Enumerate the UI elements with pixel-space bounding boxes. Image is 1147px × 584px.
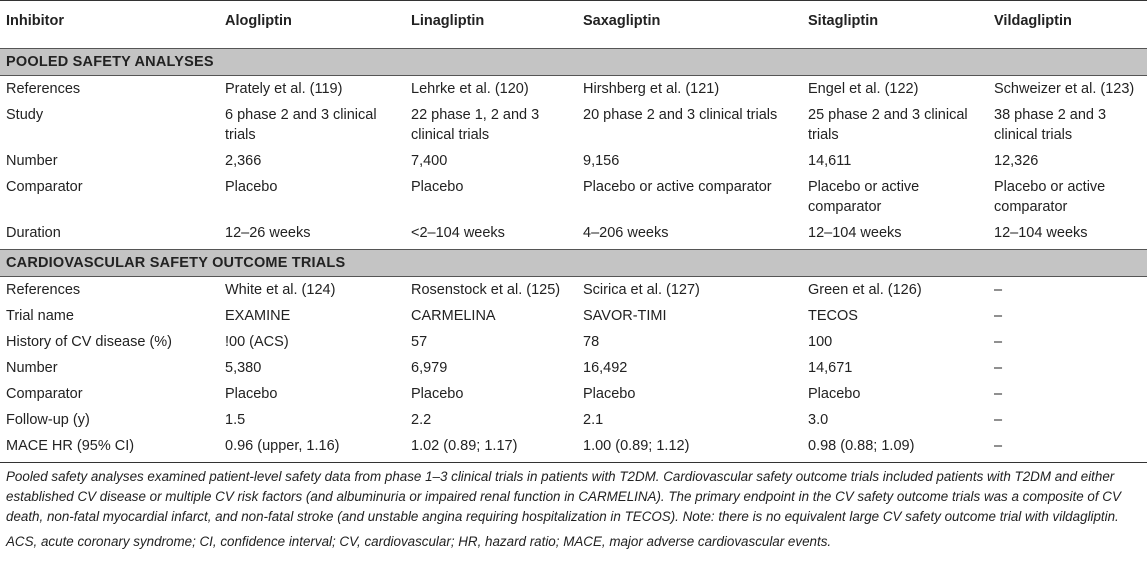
row-label: Duration xyxy=(6,225,61,241)
table-cell: Schweizer et al. (123) xyxy=(994,81,1135,97)
table-cell: 12–104 weeks xyxy=(808,225,902,241)
table-cell: – xyxy=(994,386,1003,402)
footnote-text: Pooled safety analyses examined patient-level safety data from phase 1–3 clinical trials in patients with T2DM. Cardiovascular safety outcome trials included patients with T2DM and either established CV disease or multiple CV risk factors (and albuminuria or impaired renal function in CARMELINA). The primary endpoint in the CV safety outcome trials was a composite of CV death, non-fatal myocardial infarct, and non-fatal stroke (and unstable angina requiring hospitalization in TECOS). Note: there is no equivalent large CV safety outcome trial with vildagliptin. xyxy=(6,469,1121,524)
table-cell: – xyxy=(994,308,1003,324)
row-label: Number xyxy=(6,153,58,169)
table-cell: 4–206 weeks xyxy=(583,225,669,241)
table-cell: Placebo xyxy=(808,386,861,402)
column-header: Linagliptin xyxy=(405,1,577,49)
table-cell: Placebo or active comparator xyxy=(994,179,1106,215)
row-label: History of CV disease (%) xyxy=(6,334,172,350)
table-cell: 38 phase 2 and 3 clinical trials xyxy=(994,107,1107,143)
table-cell: TECOS xyxy=(808,308,858,324)
table-cell: SAVOR-TIMI xyxy=(583,308,667,324)
table-row xyxy=(0,433,1147,462)
table-cell: 12–104 weeks xyxy=(994,225,1088,241)
table-cell: Placebo xyxy=(225,179,278,195)
table-cell: 12–26 weeks xyxy=(225,225,311,241)
table-cell: 22 phase 1, 2 and 3 clinical trials xyxy=(411,107,540,143)
table-cell: Green et al. (126) xyxy=(808,282,922,298)
table-cell: – xyxy=(994,282,1003,298)
section-header-row xyxy=(0,49,1147,76)
table-row xyxy=(0,303,1147,329)
table-cell: Rosenstock et al. (125) xyxy=(411,282,561,298)
column-header: Inhibitor xyxy=(0,1,219,49)
table-footnote xyxy=(0,462,1147,552)
table-cell: 0.98 (0.88; 1.09) xyxy=(808,438,915,454)
table-cell: 16,492 xyxy=(583,360,628,376)
table-cell: 3.0 xyxy=(808,412,829,428)
column-header: Sitagliptin xyxy=(802,1,988,49)
column-header: Saxagliptin xyxy=(577,1,802,49)
table-cell: White et al. (124) xyxy=(225,282,336,298)
table-cell: Scirica et al. (127) xyxy=(583,282,700,298)
table-cell: 0.96 (upper, 1.16) xyxy=(225,438,340,454)
table-cell: Placebo xyxy=(411,386,464,402)
row-label: Comparator xyxy=(6,179,83,195)
row-label: Trial name xyxy=(6,308,74,324)
section-header-row xyxy=(0,250,1147,277)
table-cell: – xyxy=(994,334,1003,350)
table-cell: Placebo or active comparator xyxy=(808,179,920,215)
section-title: POOLED SAFETY ANALYSES xyxy=(0,49,1147,76)
abbreviations-text: ACS, acute coronary syndrome; CI, confidence interval; CV, cardiovascular; HR, hazard ratio; MACE, major adverse cardiovascular events. xyxy=(6,534,832,549)
table-cell: 6 phase 2 and 3 clinical trials xyxy=(225,107,377,143)
table-cell: 6,979 xyxy=(411,360,448,376)
table-cell: 1.5 xyxy=(225,412,246,428)
table-cell: 57 xyxy=(411,334,428,350)
table-cell: 14,671 xyxy=(808,360,853,376)
table-row xyxy=(0,277,1147,304)
table-row xyxy=(0,381,1147,407)
table-cell: 2.2 xyxy=(411,412,432,428)
table-cell: 14,611 xyxy=(808,153,852,169)
table-cell: 20 phase 2 and 3 clinical trials xyxy=(583,107,778,123)
header-row xyxy=(0,1,1147,49)
table-cell: Placebo xyxy=(225,386,278,402)
table-row xyxy=(0,102,1147,148)
table-row xyxy=(0,220,1147,250)
table-cell: 12,326 xyxy=(994,153,1039,169)
row-label: Study xyxy=(6,107,44,123)
table-row xyxy=(0,174,1147,220)
table-cell: Hirshberg et al. (121) xyxy=(583,81,720,97)
table-cell: !00 (ACS) xyxy=(225,334,289,350)
table-cell: Placebo xyxy=(411,179,464,195)
table-cell: Engel et al. (122) xyxy=(808,81,919,97)
table-cell: Lehrke et al. (120) xyxy=(411,81,529,97)
row-label: Follow-up (y) xyxy=(6,412,90,428)
table-cell: Placebo xyxy=(583,386,636,402)
column-header: Vildagliptin xyxy=(988,1,1147,49)
table-cell: EXAMINE xyxy=(225,308,291,324)
table-row xyxy=(0,76,1147,103)
table-cell: Placebo or active comparator xyxy=(583,179,772,195)
row-label: Comparator xyxy=(6,386,83,402)
table-cell: 78 xyxy=(583,334,600,350)
table-cell: 9,156 xyxy=(583,153,620,169)
table-cell: – xyxy=(994,360,1003,376)
table-cell: 5,380 xyxy=(225,360,262,376)
table-cell: 2.1 xyxy=(583,412,604,428)
table-cell: 1.00 (0.89; 1.12) xyxy=(583,438,690,454)
table-cell: <2–104 weeks xyxy=(411,225,505,241)
table-row xyxy=(0,148,1147,174)
table-cell: 25 phase 2 and 3 clinical trials xyxy=(808,107,968,143)
section-title: CARDIOVASCULAR SAFETY OUTCOME TRIALS xyxy=(0,250,1147,277)
table-row xyxy=(0,407,1147,433)
row-label: MACE HR (95% CI) xyxy=(6,438,135,454)
table-cell: 1.02 (0.89; 1.17) xyxy=(411,438,518,454)
table-row xyxy=(0,329,1147,355)
table-cell: 7,400 xyxy=(411,153,448,169)
column-header: Alogliptin xyxy=(219,1,405,49)
table-body xyxy=(0,49,1147,463)
row-label: Number xyxy=(6,360,58,376)
table-cell: – xyxy=(994,438,1003,454)
table-cell: CARMELINA xyxy=(411,308,496,324)
table-cell: Prately et al. (119) xyxy=(225,81,343,97)
table-cell: – xyxy=(994,412,1003,428)
table-cell: 2,366 xyxy=(225,153,262,169)
table-row xyxy=(0,355,1147,381)
row-label: References xyxy=(6,282,81,298)
table-cell: 100 xyxy=(808,334,833,350)
row-label: References xyxy=(6,81,81,97)
